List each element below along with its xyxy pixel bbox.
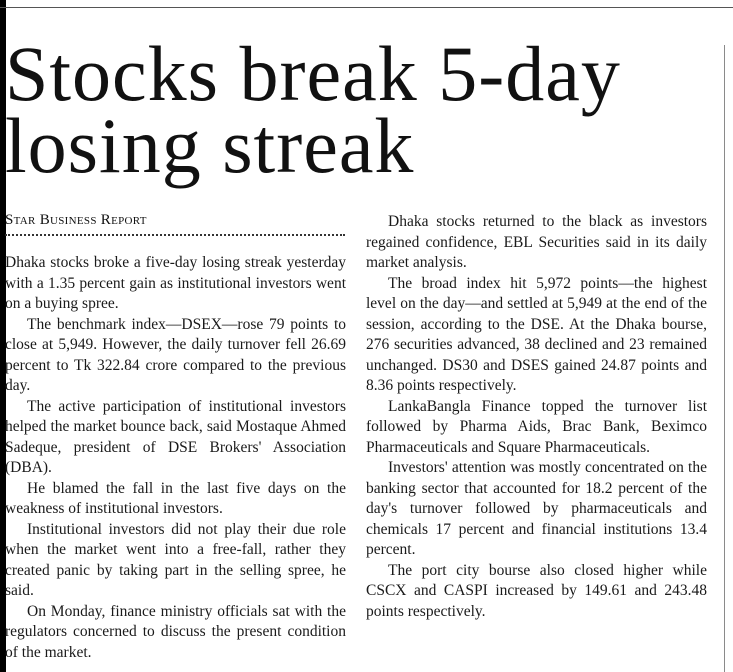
paragraph: Investors' attention was mostly concentrated on the banking sector that accounted for 18.2 percent of the day's turnover followed by pharmaceuticals and chemicals 17 percent and financial institutions 13.4 percent.: [366, 459, 707, 558]
paragraph: The benchmark index—DSEX—rose 79 points to close at 5,949. However, the daily turnover fell 26.69 percent to Tk 322.84 crore compared to the previous day.: [5, 315, 346, 394]
paragraph: On Monday, finance ministry officials sat with the regulators concerned to discuss the present condition of the market.: [5, 602, 346, 661]
byline: Star Business Report: [5, 212, 147, 228]
article-column-left: [5, 253, 346, 663]
top-rule: [0, 7, 733, 8]
article-column-right: [366, 212, 707, 622]
paragraph: The active participation of institutional investors helped the market bounce back, said Mostaque Ahmed Sadeque, president of DSE Brokers' Association (DBA).: [5, 397, 346, 476]
paragraph: Dhaka stocks returned to the black as investors regained confidence, EBL Securities said in its daily market analysis.: [366, 213, 707, 271]
paragraph: Institutional investors did not play their due role when the market went into a free-fall, rather they created panic by taking part in the selling spree, he said.: [5, 520, 346, 599]
paragraph: The port city bourse also closed higher while CSCX and CASPI increased by 149.61 and 243.48 points respectively.: [366, 561, 707, 620]
dotted-divider: [5, 234, 345, 240]
paragraph: The broad index hit 5,972 points—the highest level on the day—and settled at 5,949 at the end of the session, according to the DSE. At the Dhaka bourse, 276 securities advanced, 38 declined and 23 remained unchanged. DS30 and DSES gained 24.87 points and 8.36 points respectively.: [366, 274, 707, 394]
headline: Stocks break 5-day losing streak: [5, 30, 621, 189]
paragraph: He blamed the fall in the last five days on the weakness of institutional investors.: [5, 479, 346, 517]
column-rule-right: [724, 45, 725, 672]
paragraph: LankaBangla Finance topped the turnover list followed by Pharma Aids, Brac Bank, Beximco Pharmaceuticals and Square Pharmaceuticals.: [366, 397, 707, 456]
paragraph: Dhaka stocks broke a five-day losing streak yesterday with a 1.35 percent gain as institutional investors went on a buying spree.: [5, 254, 346, 312]
